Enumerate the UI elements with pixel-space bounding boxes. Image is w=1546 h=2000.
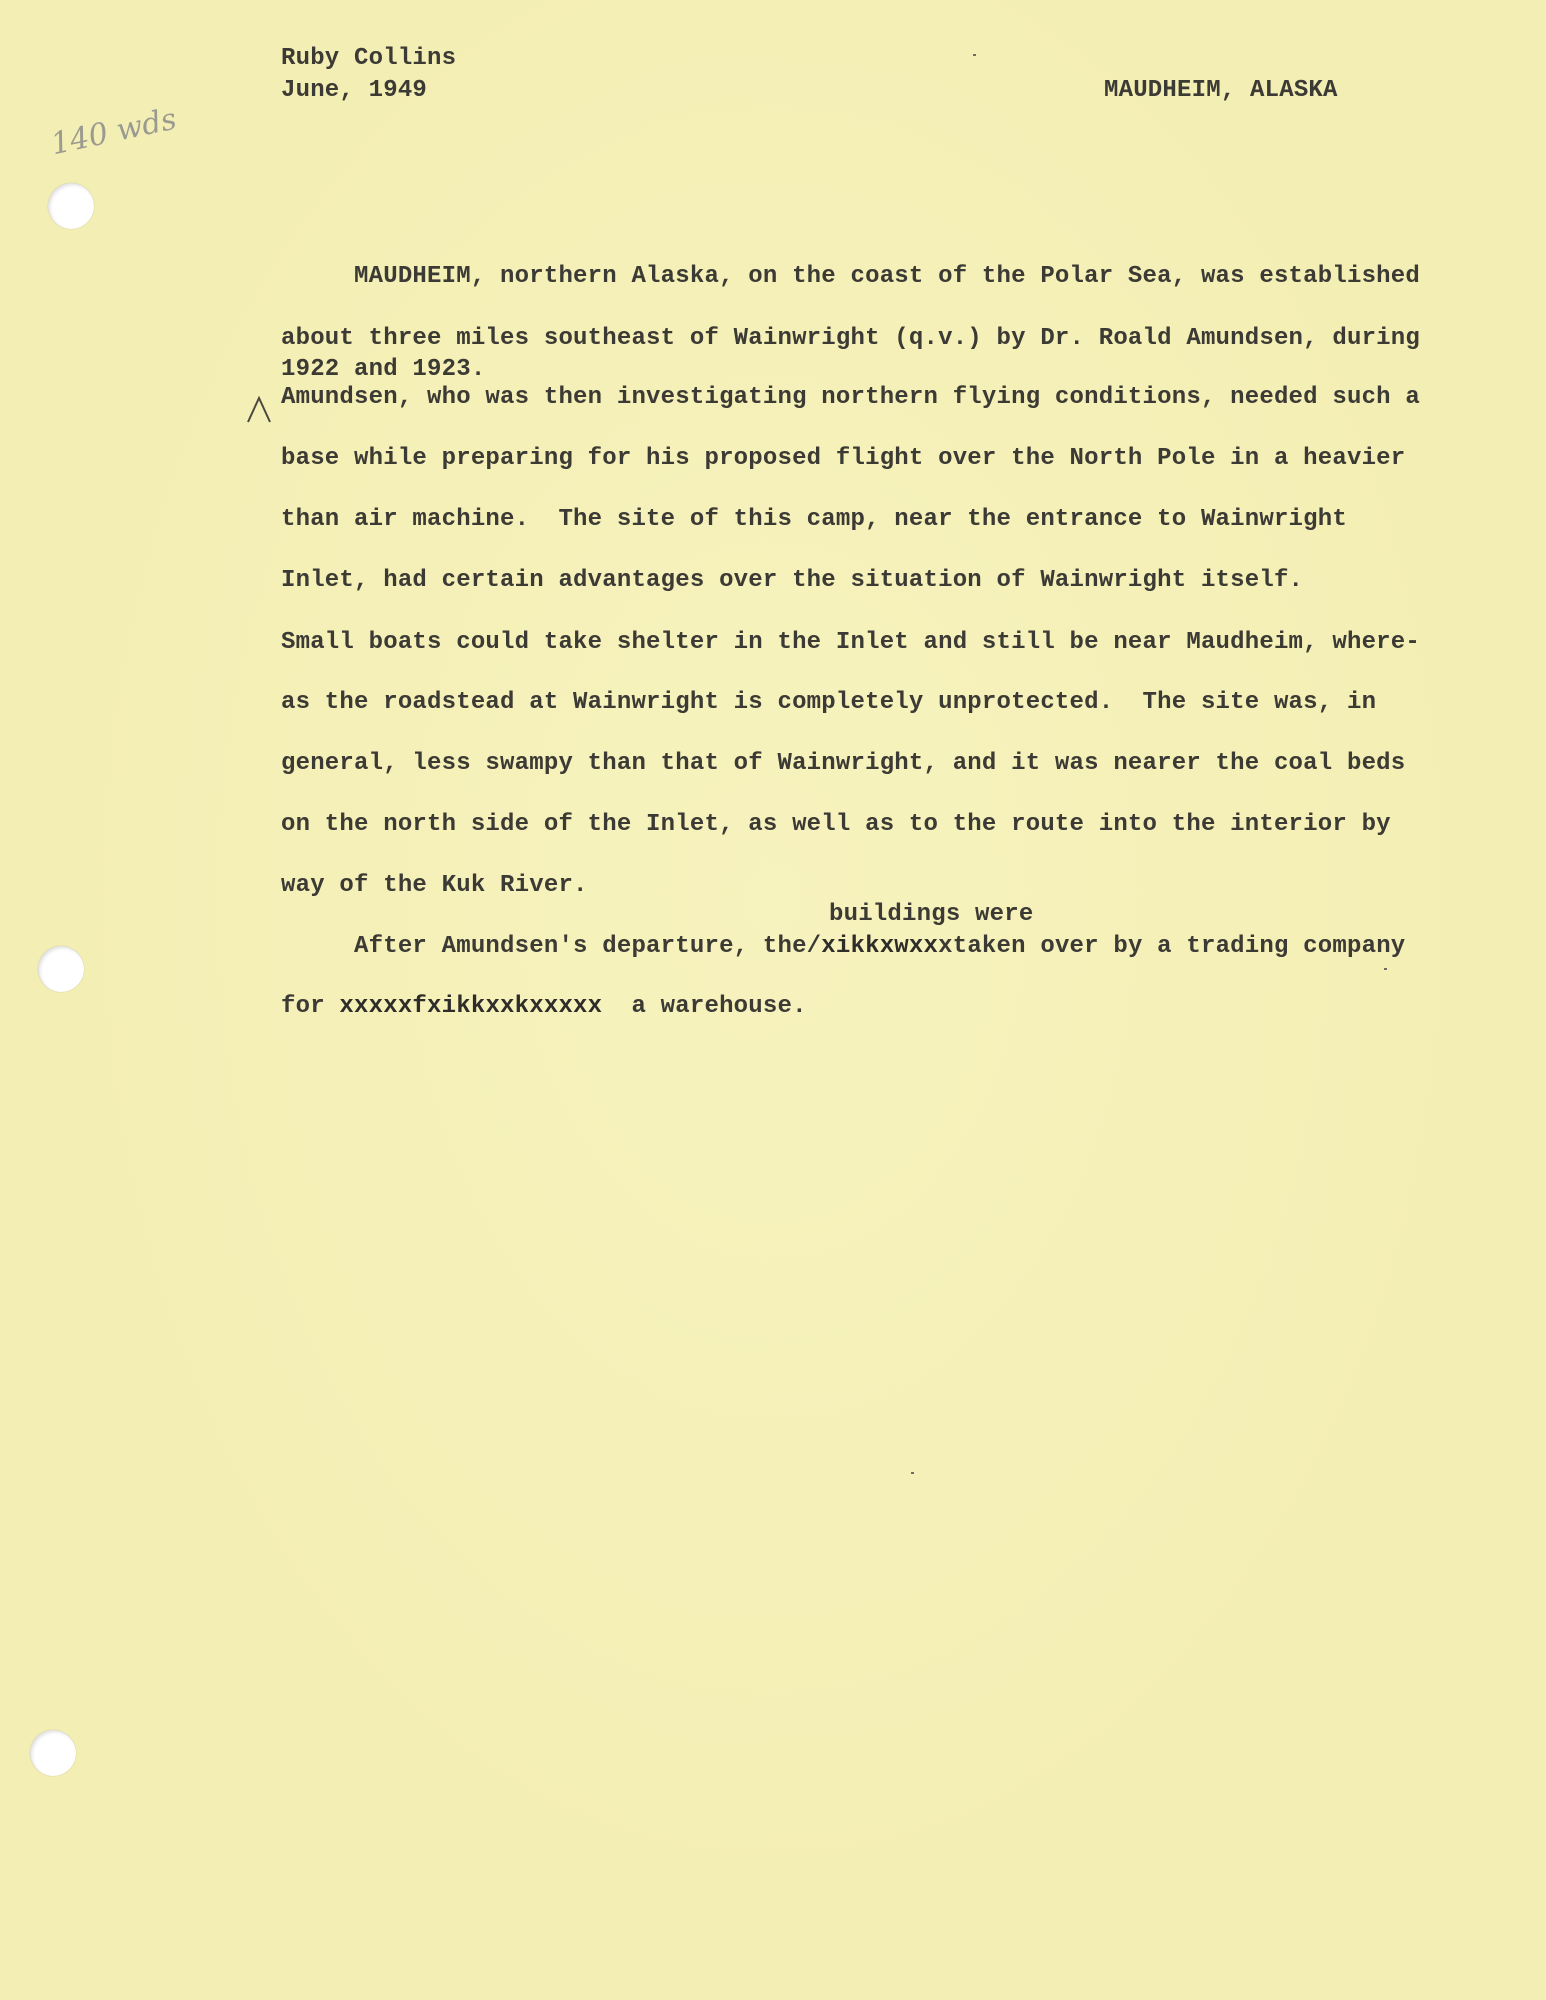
body-line: Inlet, had certain advantages over the situation of Wainwright itself.: [281, 567, 1304, 594]
punch-hole-middle: [38, 946, 84, 992]
handwritten-word-count: 140 wds: [48, 101, 180, 163]
insertion-caret-mark: [246, 394, 272, 424]
body-line: MAUDHEIM, northern Alaska, on the coast of the Polar Sea, was established: [281, 263, 1420, 290]
closing-paragraph-line: [281, 994, 807, 1020]
closing-line-end: xtaken over by a trading company: [938, 933, 1406, 960]
body-line: than air machine. The site of this camp, near the entrance to Wainwright: [281, 506, 1347, 533]
closing-line-start: After Amundsen's departure, the/: [281, 933, 822, 960]
body-line: 1922 and 1923.: [281, 356, 486, 383]
body-line: general, less swampy than that of Wainwright, and it was nearer the coal beds: [281, 750, 1406, 777]
closing-paragraph-line: [281, 934, 1405, 960]
stray-mark: [1384, 968, 1387, 970]
closing-line-start: for: [281, 993, 340, 1020]
closing-line-end: a warehouse.: [602, 993, 807, 1020]
struck-out-text: xikkxwxx: [821, 933, 939, 960]
location-heading: MAUDHEIM, ALASKA: [1104, 77, 1338, 104]
author-name: Ruby Collins: [281, 45, 457, 72]
body-line: as the roadstead at Wainwright is completely unprotected. The site was, in: [281, 689, 1377, 716]
stray-mark: [973, 54, 976, 56]
body-line: Amundsen, who was then investigating northern flying conditions, needed such a: [281, 384, 1420, 411]
inserted-words: buildings were: [829, 901, 1034, 928]
body-line: way of the Kuk River.: [281, 872, 588, 899]
body-line: on the north side of the Inlet, as well as to the route into the interior by: [281, 811, 1391, 838]
stray-mark: [911, 1472, 914, 1474]
body-line: base while preparing for his proposed flight over the North Pole in a heavier: [281, 445, 1406, 472]
body-line: Small boats could take shelter in the Inlet and still be near Maudheim, where-: [281, 629, 1420, 656]
body-line: about three miles southeast of Wainwright (q.v.) by Dr. Roald Amundsen, during: [281, 325, 1420, 352]
struck-out-text: xxxxxfxikkxxkxxxxx: [339, 993, 603, 1020]
document-date: June, 1949: [281, 77, 428, 104]
punch-hole-bottom: [30, 1730, 76, 1776]
punch-hole-top: [48, 183, 94, 229]
